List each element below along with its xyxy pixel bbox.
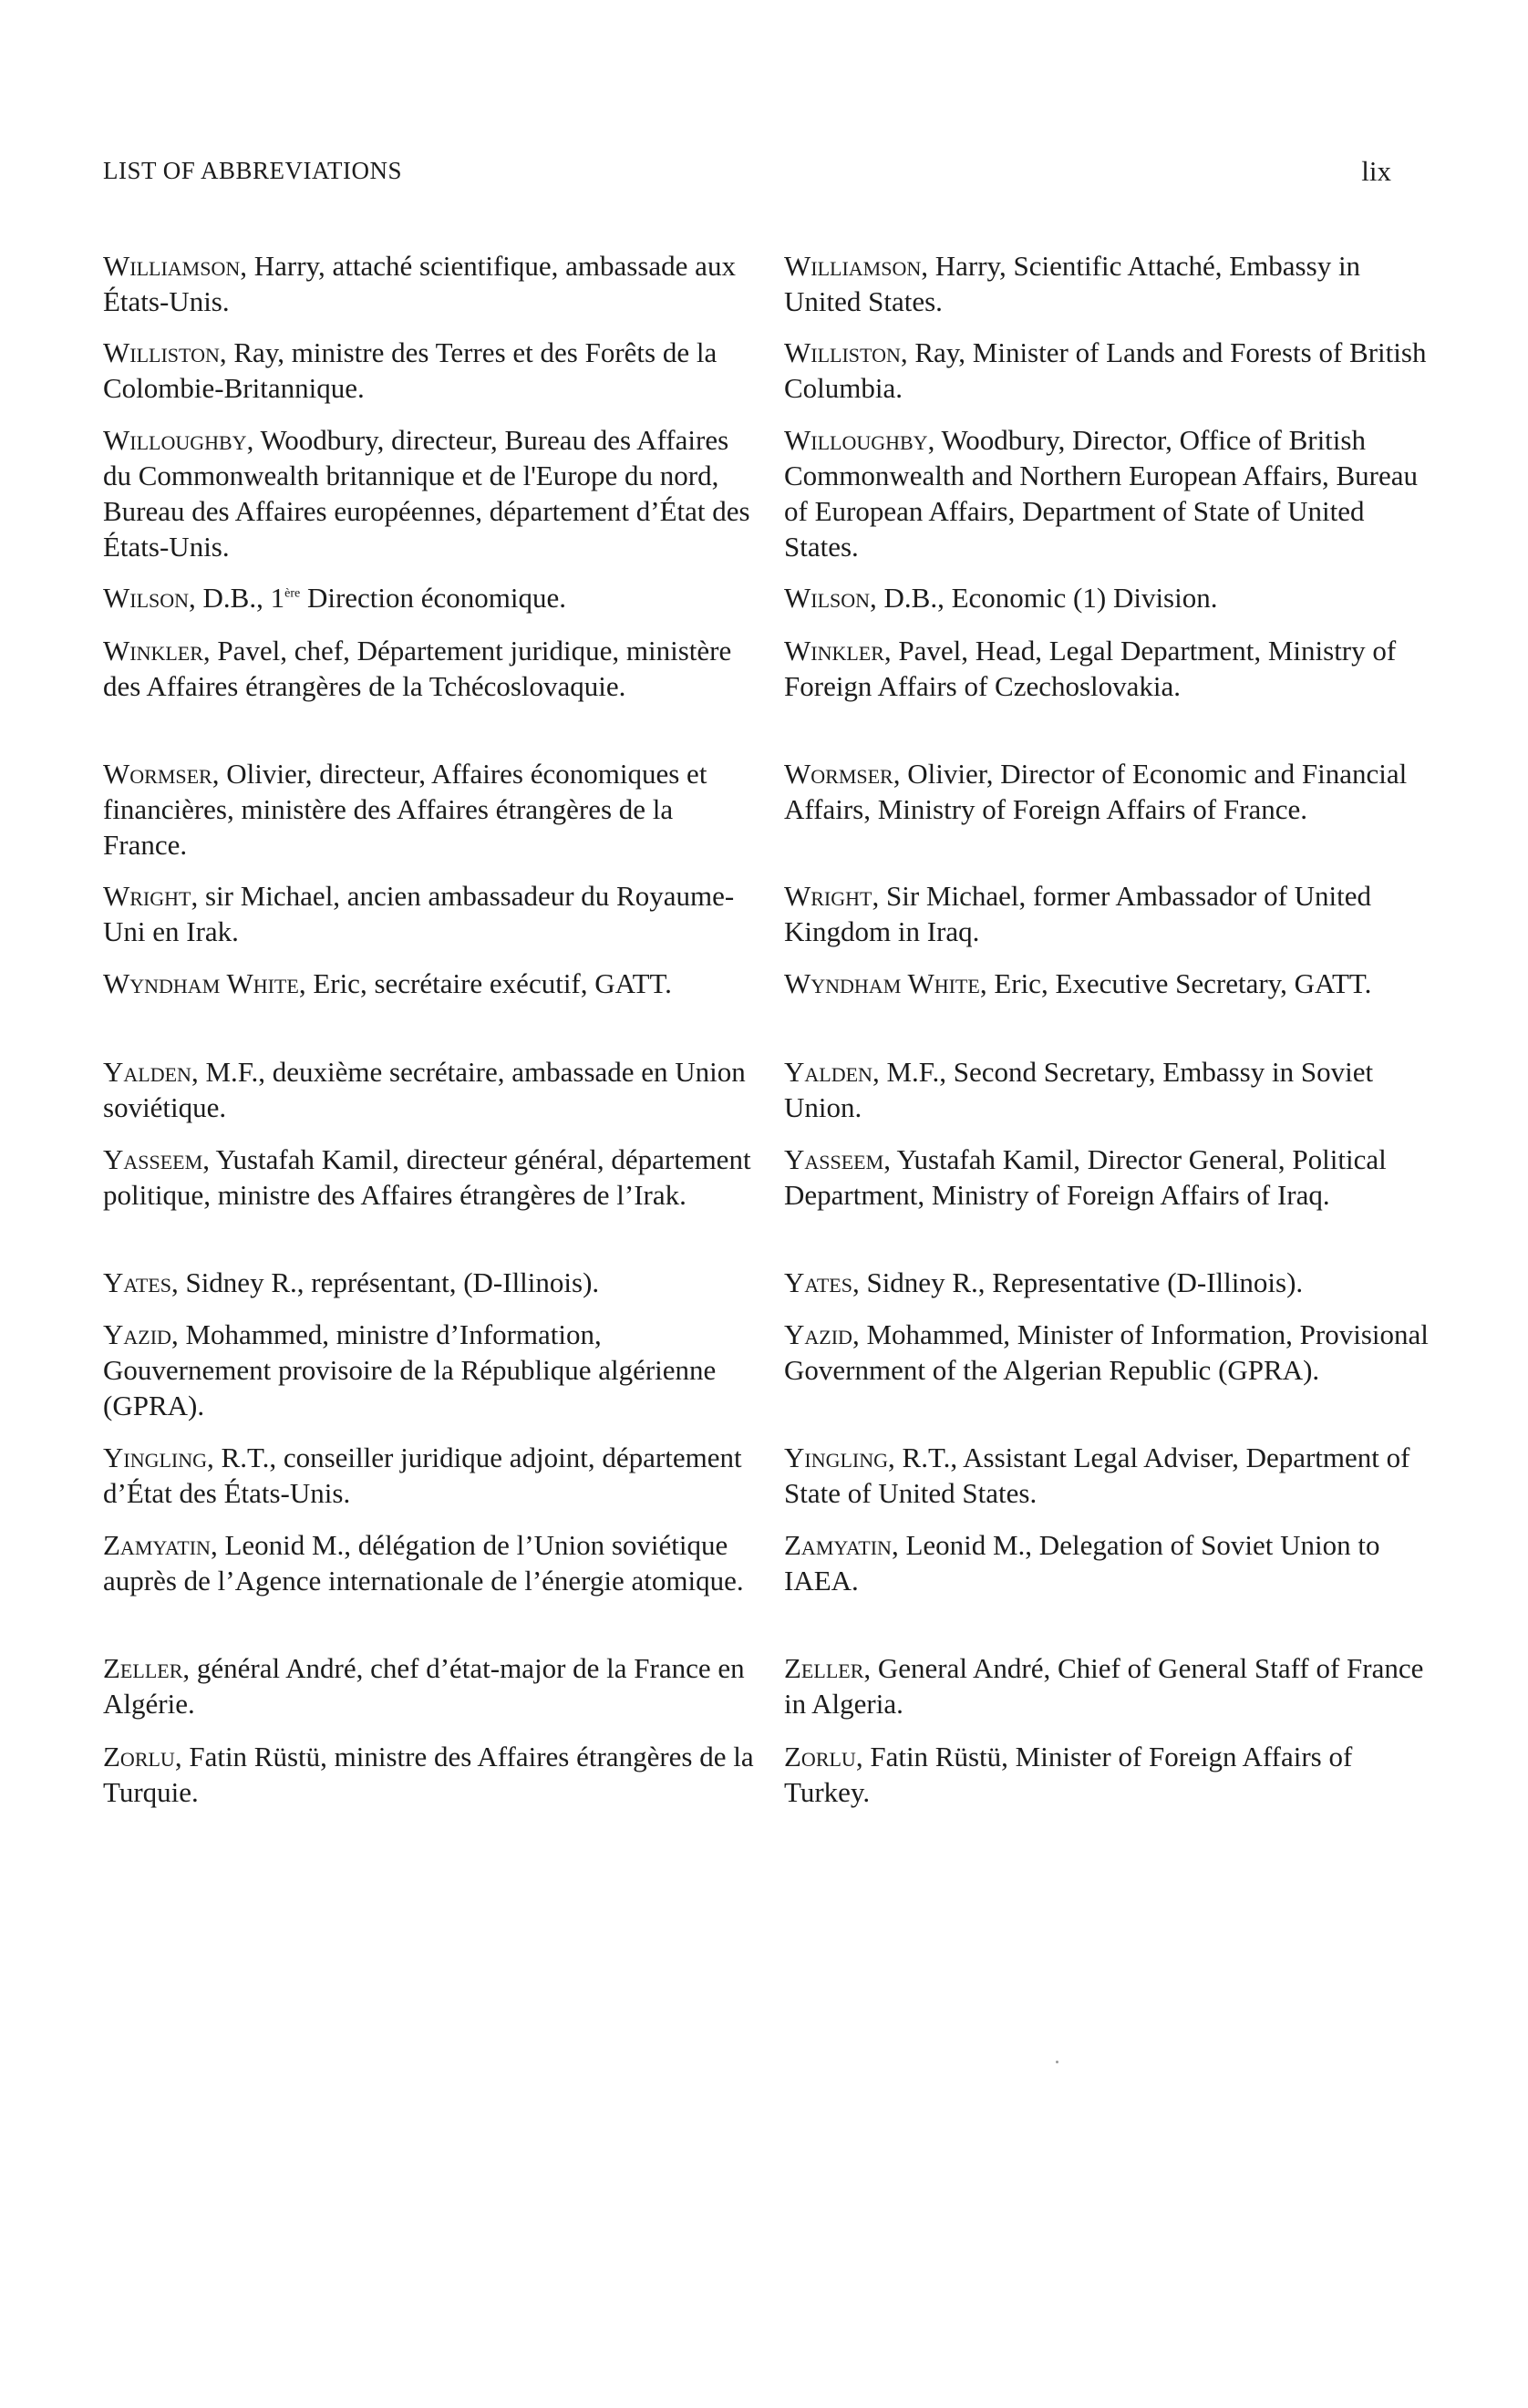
entry-text: , Pavel, chef, Département juridique, ministère des Affaires étrangères de la Tchécoslovaquie. [103,635,732,702]
entry-text: , R.T., conseiller juridique adjoint, département d’État des États-Unis. [103,1442,742,1509]
entry-fr-wright [103,878,759,949]
entry-text: , Leonid M., délégation de l’Union soviétique auprès de l’Agence internationale de l’énergie atomique. [103,1529,744,1597]
entry-name: Yalden [784,1056,872,1088]
entry-text: , Fatin Rüstü, Minister of Foreign Affairs of Turkey. [784,1741,1353,1808]
entry-fr-yates [103,1265,759,1300]
entry-name: Zeller [103,1652,183,1684]
entry-text: , Mohammed, ministre d’Information, Gouvernement provisoire de la République algérienne (GPRA). [103,1318,717,1421]
entry-text: , Sir Michael, former Ambassador of United Kingdom in Iraq. [784,880,1372,947]
entry-fr-wilson [103,580,759,615]
entry-text: , Mohammed, Minister of Information, Provisional Government of the Algerian Republic (GPRA). [784,1318,1429,1386]
entry-text: , D.B., Economic (1) Division. [870,582,1218,614]
entry-fr-willoughby [103,422,759,564]
entry-text: , Yustafah Kamil, Director General, Political Department, Ministry of Foreign Affairs of Iraq. [784,1143,1387,1211]
entry-name: Willoughby [784,424,928,456]
entry-en-williamson [784,248,1440,319]
entry-name: Williston [103,336,220,368]
entry-fr-yasseem [103,1142,759,1213]
entry-name: Zamyatin [103,1529,211,1561]
entry-name: Yasseem [103,1143,203,1175]
entry-fr-zorlu [103,1739,759,1810]
entry-text: , D.B., 1 [189,582,285,614]
entry-name: Yates [103,1266,171,1298]
entry-name: Wormser [784,758,893,790]
scan-speck [1056,2061,1058,2063]
entry-name: Yingling [784,1442,889,1473]
entry-name: Wilson [784,582,871,614]
entry-text: , Eric, secrétaire exécutif, GATT. [298,967,672,999]
entry-name: Yazid [103,1318,171,1350]
entry-text: , général André, chef d’état-major de la France en Algérie. [103,1652,745,1720]
entry-text: , Olivier, Director of Economic and Financial Affairs, Ministry of Foreign Affairs of France. [784,758,1408,825]
entry-en-williston [784,335,1440,406]
entry-name: Wilson [103,582,190,614]
entry-en-winkler [784,633,1440,704]
entry-fr-williamson [103,248,759,319]
entry-text: , Woodbury, directeur, Bureau des Affaires du Commonwealth britannique et de l'Europe du nord, Bureau des Affaires européennes, département d’État des États-Unis. [103,424,750,563]
entry-en-yingling [784,1440,1440,1511]
entry-text: , R.T., Assistant Legal Adviser, Department of State of United States. [784,1442,1410,1509]
entry-name: Yazid [784,1318,852,1350]
entry-name: Zorlu [103,1741,175,1772]
entry-fr-zamyatin [103,1527,759,1598]
entry-name: Yasseem [784,1143,884,1175]
entry-name: Zamyatin [784,1529,892,1561]
entry-fr-yalden [103,1054,759,1125]
entry-name: Yingling [103,1442,208,1473]
entry-en-yazid [784,1317,1440,1388]
entry-name: Wormser [103,758,212,790]
entry-name: Yates [784,1266,852,1298]
entry-name: Zeller [784,1652,864,1684]
entry-en-zeller [784,1650,1440,1721]
entry-en-yasseem [784,1142,1440,1213]
entry-text: , Ray, ministre des Terres et des Forêts de la Colombie-Britannique. [103,336,718,404]
entry-text: , Fatin Rüstü, ministre des Affaires étrangères de la Turquie. [103,1741,754,1808]
entry-name: Winkler [784,635,884,667]
entry-fr-winkler [103,633,759,704]
entry-text: , Sidney R., représentant, (D-Illinois). [170,1266,600,1298]
entry-text: , Pavel, Head, Legal Department, Ministry of Foreign Affairs of Czechoslovakia. [784,635,1397,702]
entry-text: , Harry, attaché scientifique, ambassade aux États-Unis. [103,250,736,317]
entry-name: Wright [784,880,872,912]
running-head: LIST OF ABBREVIATIONS [103,157,403,184]
entry-fr-yingling [103,1440,759,1511]
entry-en-wormser [784,756,1440,827]
entry-text: , Sidney R., Representative (D-Illinois). [852,1266,1304,1298]
entry-text: , Leonid M., Delegation of Soviet Union to IAEA. [784,1529,1380,1597]
entry-text: , M.F., Second Secretary, Embassy in Soviet Union. [784,1056,1374,1123]
entry-text: , General André, Chief of General Staff of France in Algeria. [784,1652,1424,1720]
entry-fr-zeller [103,1650,759,1721]
entry-text: , Yustafah Kamil, directeur général, département politique, ministre des Affaires étrangères de l’Irak. [103,1143,751,1211]
entry-text: , Woodbury, Director, Office of British Commonwealth and Northern European Affairs, Bureau of European Affairs, Department of State of United States. [784,424,1419,563]
entry-en-wyndham-white [784,966,1440,1001]
entry-text-cont: Direction économique. [300,582,567,614]
entry-text: , M.F., deuxième secrétaire, ambassade en Union soviétique. [103,1056,746,1123]
entry-name: Willoughby [103,424,247,456]
entry-text: , Eric, Executive Secretary, GATT. [979,967,1372,999]
entry-fr-yazid [103,1317,759,1423]
entry-name: Zorlu [784,1741,856,1772]
page-number: lix [1361,155,1391,187]
entry-fr-wormser [103,756,759,863]
ordinal-superscript: ère [284,586,301,601]
entry-en-zamyatin [784,1527,1440,1598]
entry-name: Williston [784,336,901,368]
entry-text: , sir Michael, ancien ambassadeur du Royaume-Uni en Irak. [103,880,735,947]
entry-text: , Olivier, directeur, Affaires économiques et financières, ministère des Affaires étrangères de la France. [103,758,707,861]
entry-fr-wyndham-white [103,966,759,1001]
entry-en-willoughby [784,422,1440,564]
entry-name: Williamson [784,250,922,282]
entry-name: Williamson [103,250,241,282]
entry-fr-williston [103,335,759,406]
entry-name: Yalden [103,1056,191,1088]
entry-text: , Ray, Minister of Lands and Forests of British Columbia. [784,336,1427,404]
entry-en-wilson [784,580,1440,615]
entry-en-yates [784,1265,1440,1300]
entry-name: Winkler [103,635,203,667]
entry-name: Wright [103,880,191,912]
entry-name: Wyndham White [103,967,299,999]
entry-name: Wyndham White [784,967,980,999]
entry-en-yalden [784,1054,1440,1125]
entry-en-zorlu [784,1739,1440,1810]
entry-text: , Harry, Scientific Attaché, Embassy in United States. [784,250,1361,317]
entry-en-wright [784,878,1440,949]
